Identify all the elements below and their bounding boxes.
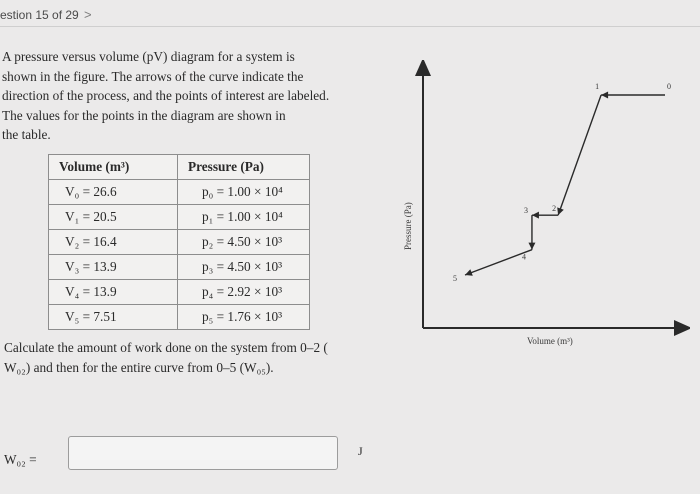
problem-line: A pressure versus volume (pV) diagram for a system is bbox=[2, 49, 295, 64]
direction-arrow-icon bbox=[601, 92, 608, 99]
x-axis-label: Volume (m³) bbox=[527, 336, 573, 346]
direction-arrow-icon bbox=[532, 212, 539, 219]
pv-diagram bbox=[395, 60, 690, 350]
table-row bbox=[49, 280, 310, 305]
pressure-cell: p₄ = 2.92 × 10³ bbox=[178, 280, 310, 305]
pressure-header: Pressure (Pa) bbox=[178, 155, 310, 180]
pressure-cell: p₂ = 4.50 × 10³ bbox=[178, 230, 310, 255]
answer-unit: J bbox=[358, 444, 363, 458]
table-row bbox=[49, 255, 310, 280]
question-line: Calculate the amount of work done on the system from 0–2 ( bbox=[4, 340, 328, 355]
volume-cell: V₂ = 16.4 bbox=[49, 230, 178, 255]
volume-header: Volume (m³) bbox=[49, 155, 178, 180]
point-label-4: 4 bbox=[521, 252, 526, 262]
table-row bbox=[49, 305, 310, 330]
table-header-row bbox=[49, 155, 310, 180]
problem-statement bbox=[2, 47, 382, 145]
problem-line: The values for the points in the diagram are shown in bbox=[2, 107, 286, 123]
pv-curve bbox=[453, 82, 671, 283]
problem-line: shown in the figure. The arrows of the curve indicate the bbox=[2, 68, 304, 84]
point-label-2: 2 bbox=[552, 204, 557, 214]
question-header bbox=[0, 0, 700, 28]
question-counter: estion 15 of 29 bbox=[0, 8, 79, 22]
pressure-cell: p₁ = 1.00 × 10⁴ bbox=[178, 205, 310, 230]
volume-cell: V₀ = 26.6 bbox=[49, 180, 178, 205]
y-axis-label: Pressure (Pa) bbox=[403, 202, 413, 250]
pv-segment-1-2 bbox=[558, 95, 601, 215]
pressure-cell: p₅ = 1.76 × 10³ bbox=[178, 305, 310, 330]
point-label-0: 0 bbox=[667, 82, 671, 91]
volume-cell: V₄ = 13.9 bbox=[49, 280, 178, 305]
pressure-cell: p₃ = 4.50 × 10³ bbox=[178, 255, 310, 280]
header-divider bbox=[0, 26, 700, 27]
table-row bbox=[49, 205, 310, 230]
pv-values-table bbox=[48, 154, 310, 330]
answer-label: W₀₂ = bbox=[4, 452, 37, 467]
table-row bbox=[49, 230, 310, 255]
volume-cell: V₅ = 7.51 bbox=[49, 305, 178, 330]
volume-cell: V₁ = 20.5 bbox=[49, 205, 178, 230]
problem-line: direction of the process, and the points of interest are labeled. bbox=[2, 88, 330, 103]
table-row bbox=[49, 180, 310, 205]
w02-answer-input[interactable] bbox=[68, 436, 338, 470]
question-prompt bbox=[4, 338, 384, 377]
next-question-chevron-icon[interactable]: > bbox=[84, 7, 92, 22]
point-label-5: 5 bbox=[453, 274, 457, 283]
problem-line: the table. bbox=[2, 127, 51, 142]
question-line: W₀₂) and then for the entire curve from 0–5 (W₀₅). bbox=[4, 359, 274, 375]
point-label-3: 3 bbox=[523, 206, 528, 216]
pressure-cell: p₀ = 1.00 × 10⁴ bbox=[178, 180, 310, 205]
point-label-1: 1 bbox=[595, 82, 600, 91]
direction-arrow-icon bbox=[528, 243, 535, 250]
volume-cell: V₃ = 13.9 bbox=[49, 255, 178, 280]
